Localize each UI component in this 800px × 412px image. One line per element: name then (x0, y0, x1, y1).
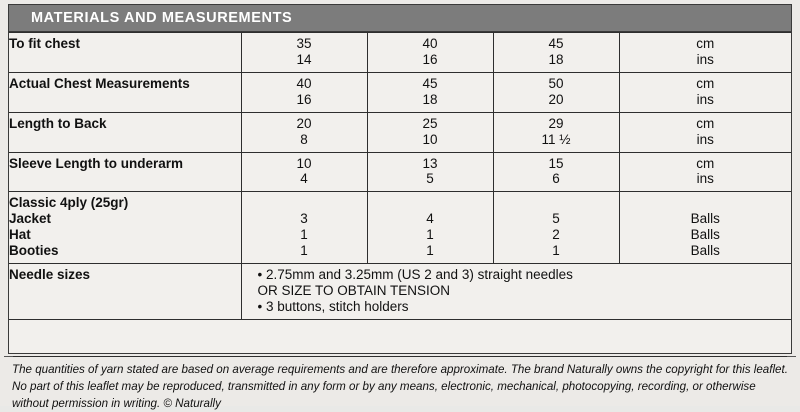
cell-value: 50 (548, 75, 564, 91)
table-row (9, 72, 791, 112)
cell-value: 1 (552, 243, 560, 259)
row-col-2 (367, 33, 493, 73)
row-label: Length to Back (9, 112, 241, 152)
measurements-table (9, 32, 791, 320)
crop-tick-right (787, 356, 796, 357)
cell-value: 14 (296, 51, 312, 67)
unit-value: cm (696, 36, 715, 51)
row-units (619, 33, 791, 73)
row-label-yarn (9, 192, 241, 264)
row-col-3 (493, 72, 619, 112)
row-col-3 (493, 112, 619, 152)
row-col-3 (493, 152, 619, 192)
yarn-item: Hat (9, 227, 31, 243)
yarn-item: Jacket (9, 211, 52, 227)
cell-value: 20 (296, 115, 312, 131)
row-units (619, 152, 791, 192)
row-col-1 (241, 112, 367, 152)
cell-value: 16 (422, 51, 438, 67)
cell-value: 4 (300, 171, 308, 187)
table-row-yarn (9, 192, 791, 264)
row-units (619, 72, 791, 112)
yarn-item: Booties (9, 243, 59, 259)
unit-value: cm (696, 75, 715, 91)
row-label-needles: Needle sizes (9, 264, 241, 320)
cell-spacer (494, 195, 619, 211)
row-units (619, 192, 791, 264)
row-col-2 (367, 112, 493, 152)
cell-spacer (368, 195, 493, 211)
cell-value: 25 (422, 115, 438, 131)
cell-value: 45 (548, 36, 564, 51)
row-col-1 (241, 72, 367, 112)
cell-value: 13 (422, 155, 438, 171)
needle-details (241, 264, 791, 320)
footer-divider (8, 356, 792, 357)
unit-spacer (620, 195, 792, 211)
cell-value: 18 (422, 91, 438, 107)
needle-line: • 3 buttons, stitch holders (257, 298, 409, 314)
cell-value: 6 (552, 171, 560, 187)
unit-value: ins (696, 171, 714, 187)
row-col-2 (367, 152, 493, 192)
unit-value: ins (696, 131, 714, 147)
cell-value: 10 (422, 131, 438, 147)
table-row (9, 33, 791, 73)
table-row (9, 152, 791, 192)
row-col-1 (241, 33, 367, 73)
needle-line: • 2.75mm and 3.25mm (US 2 and 3) straight needles (257, 267, 573, 283)
cell-value: 1 (300, 227, 308, 243)
unit-value: cm (696, 115, 715, 131)
row-label: Actual Chest Measurements (9, 72, 241, 112)
row-label: Sleeve Length to underarm (9, 152, 241, 192)
row-col-2 (367, 72, 493, 112)
cell-spacer (242, 195, 367, 211)
cell-value: 5 (426, 171, 434, 187)
table-row (9, 112, 791, 152)
cell-value: 40 (422, 36, 438, 51)
row-col-1 (241, 152, 367, 192)
cell-value: 29 (548, 115, 564, 131)
unit-value: Balls (690, 227, 720, 243)
cell-value: 1 (300, 243, 308, 259)
materials-panel (8, 4, 792, 354)
cell-value: 2 (552, 227, 560, 243)
cell-value: 16 (296, 91, 312, 107)
row-col-2 (367, 192, 493, 264)
unit-value: ins (696, 51, 714, 67)
cell-value: 8 (300, 131, 308, 147)
row-col-3 (493, 192, 619, 264)
cell-value: 1 (426, 227, 434, 243)
cell-value: 35 (296, 36, 312, 51)
cell-value: 5 (552, 211, 560, 227)
cell-value: 3 (300, 211, 308, 227)
needle-line: OR SIZE TO OBTAIN TENSION (257, 282, 451, 298)
crop-tick-left (4, 356, 13, 357)
cell-value: 1 (426, 243, 434, 259)
table-row-needles (9, 264, 791, 320)
unit-value: Balls (690, 211, 720, 227)
cell-value: 15 (548, 155, 564, 171)
row-label: To fit chest (9, 33, 241, 73)
cell-value: 40 (296, 75, 312, 91)
unit-value: ins (696, 91, 714, 107)
row-col-1 (241, 192, 367, 264)
cell-value: 11 ½ (541, 131, 571, 147)
cell-value: 18 (548, 51, 564, 67)
cell-value: 4 (426, 211, 434, 227)
panel-title: MATERIALS AND MEASUREMENTS (9, 5, 791, 32)
row-units (619, 112, 791, 152)
unit-value: cm (696, 155, 715, 171)
copyright-notice: The quantities of yarn stated are based on average requirements and are therefore approximate. The brand Naturally owns the copyright for this leaflet. No part of this leaflet may be reproduced, transmitted in any form or by any means, electronic, mechanical, photocopying, recording, or otherwise without permission in writing. © Naturally (12, 363, 788, 410)
yarn-name: Classic 4ply (25gr) (9, 195, 129, 211)
cell-value: 45 (422, 75, 438, 91)
cell-value: 20 (548, 91, 564, 107)
row-col-3 (493, 33, 619, 73)
cell-value: 10 (296, 155, 312, 171)
unit-value: Balls (690, 243, 720, 259)
